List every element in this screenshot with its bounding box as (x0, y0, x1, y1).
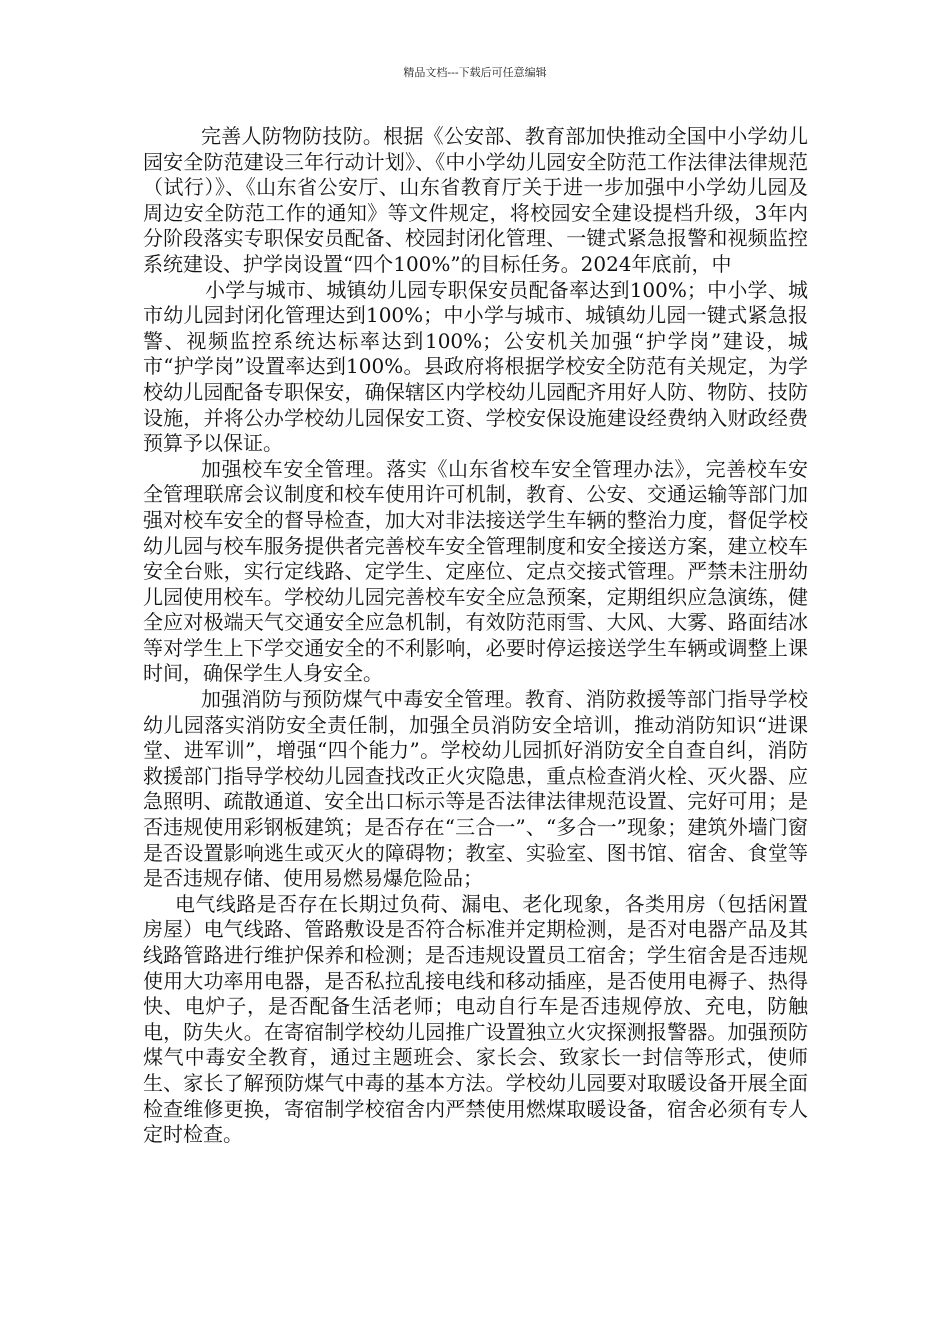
paragraph-school-bus: 加强校车安全管理。落实《山东省校车安全管理办法》，完善校车安全管理联席会议制度和校车使用许可机制，教育、公安、交通运输等部门加强对校车安全的督导检查，加大对非法接送学生车辆的整治力度，督促学校幼儿园与校车服务提供者完善校车安全管理制度和安全接送方案，建立校车安全台账，实行定线路、定学生、定座位、定点交接式管理。严禁未注册幼儿园使用校车。学校幼儿园完善校车安全应急预案，定期组织应急演练，健全应对极端天气交通安全应急机制，有效防范雨雪、大风、大雾、路面结冰等对学生上下学交通安全的不利影响，必要时停运接送学生车辆或调整上课时间，确保学生人身安全。 (143, 456, 808, 686)
page-header: 精品文档---下载后可任意编辑 (403, 66, 547, 79)
paragraph-security-targets: 小学与城市、城镇幼儿园专职保安员配备率达到100%；中小学、城市幼儿园封闭化管理达到100%；中小学与城市、城镇幼儿园一键式紧急报警、视频监控系统达标率达到100%；公安机关加强“护学岗”建设，城市“护学岗”设置率达到100%。县政府将根据学校安全防范有关规定，为学校幼儿园配备专职保安，确保辖区内学校幼儿园配齐用好人防、物防、技防设施，并将公办学校幼儿园保安工资、学校安保设施建设经费纳入财政经费预算予以保证。 (143, 277, 808, 456)
paragraph-security-facilities: 完善人防物防技防。根据《公安部、教育部加快推动全国中小学幼儿园安全防范建设三年行动计划》、《中小学幼儿园安全防范工作法律法律规范（试行）》、《山东省公安厅、山东省教育厅关于进一步加强中小学幼儿园及周边安全防范工作的通知》等文件规定，将校园安全建设提档升级，3年内分阶段落实专职保安员配备、校园封闭化管理、一键式紧急报警和视频监控系统建设、护学岗设置“四个100%”的目标任务。2024年底前，中 (143, 124, 808, 276)
document-body (143, 124, 808, 1148)
paragraph-fire-safety: 加强消防与预防煤气中毒安全管理。教育、消防救援等部门指导学校幼儿园落实消防安全责任制，加强全员消防安全培训，推动消防知识“进课堂、进军训”，增强“四个能力”。学校幼儿园抓好消防安全自查自纠，消防救援部门指导学校幼儿园查找改正火灾隐患，重点检查消火栓、灭火器、应急照明、疏散通道、安全出口标示等是否法律法律规范设置、完好可用；是否违规使用彩钢板建筑；是否存在“三合一”、“多合一”现象；建筑外墙门窗是否设置影响逃生或灭火的障碍物；教室、实验室、图书馆、宿舍、食堂等是否违规存储、使用易燃易爆危险品； (143, 687, 808, 891)
paragraph-electrical-safety: 电气线路是否存在长期过负荷、漏电、老化现象，各类用房（包括闲置房屋）电气线路、管路敷设是否符合标准并定期检测，是否对电器产品及其线路管路进行维护保养和检测；是否违规设置员工宿舍；学生宿舍是否违规使用大功率用电器，是否私拉乱接电线和移动插座，是否使用电褥子、热得快、电炉子，是否配备生活老师；电动自行车是否违规停放、充电，防触电，防失火。在寄宿制学校幼儿园推广设置独立火灾探测报警器。加强预防煤气中毒安全教育，通过主题班会、家长会、致家长一封信等形式，使师生、家长了解预防煤气中毒的基本方法。学校幼儿园要对取暖设备开展全面检查维修更换，寄宿制学校宿舍内严禁使用燃煤取暖设备，宿舍必须有专人定时检查。 (143, 891, 808, 1147)
